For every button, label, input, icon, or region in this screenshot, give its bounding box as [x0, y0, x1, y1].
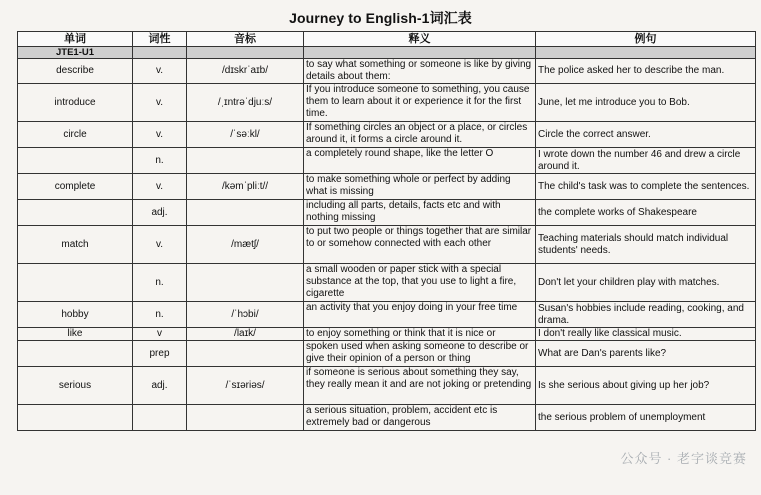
- header-word: 单词: [18, 32, 133, 47]
- pos-cell: n.: [133, 264, 187, 302]
- definition-cell: to say what something or someone is like by giving details about them:: [304, 59, 536, 84]
- unit-cell: [187, 47, 304, 59]
- definition-cell: if someone is serious about something they say, they really mean it and are not joking or pretending: [304, 367, 536, 405]
- table-row: [18, 341, 756, 367]
- example-cell: The police asked her to describe the man.: [536, 59, 756, 84]
- definition-cell: If you introduce someone to something, you cause them to learn about it or experience it for the first time.: [304, 84, 536, 122]
- table-row: [18, 367, 756, 405]
- pos-cell: n.: [133, 302, 187, 328]
- definition-cell: a completely round shape, like the letter O: [304, 148, 536, 174]
- page-title: Journey to English-1词汇表: [289, 10, 472, 26]
- word-cell: [18, 200, 133, 226]
- pos-cell: adj.: [133, 200, 187, 226]
- word-cell: hobby: [18, 302, 133, 328]
- header-phonetic: 音标: [187, 32, 304, 47]
- pos-cell: v.: [133, 84, 187, 122]
- phonetic-cell: /kəmˈpliːt//: [187, 174, 304, 200]
- pos-cell: v.: [133, 174, 187, 200]
- phonetic-cell: /laɪk/: [187, 328, 304, 341]
- example-cell: the complete works of Shakespeare: [536, 200, 756, 226]
- example-cell: Susan's hobbies include reading, cooking, and drama.: [536, 302, 756, 328]
- word-cell: match: [18, 226, 133, 264]
- example-cell: Circle the correct answer.: [536, 122, 756, 148]
- definition-cell: a serious situation, problem, accident etc is extremely bad or dangerous: [304, 405, 536, 431]
- example-cell: June, let me introduce you to Bob.: [536, 84, 756, 122]
- table-row: [18, 122, 756, 148]
- example-cell: Teaching materials should match individual students' needs.: [536, 226, 756, 264]
- word-cell: circle: [18, 122, 133, 148]
- phonetic-cell: /ˈsəːkl/: [187, 122, 304, 148]
- phonetic-cell: [187, 405, 304, 431]
- definition-cell: to enjoy something or think that it is nice or: [304, 328, 536, 341]
- definition-cell: spoken used when asking someone to describe or give their opinion of a person or thing: [304, 341, 536, 367]
- table-row: [18, 226, 756, 264]
- unit-cell: [133, 47, 187, 59]
- definition-cell: If something circles an object or a place, or circles around it, it forms a circle around it.: [304, 122, 536, 148]
- table-row: [18, 148, 756, 174]
- phonetic-cell: /mætʃ/: [187, 226, 304, 264]
- definition-cell: an activity that you enjoy doing in your free time: [304, 302, 536, 328]
- pos-cell: v.: [133, 59, 187, 84]
- header-definition: 释义: [304, 32, 536, 47]
- phonetic-cell: [187, 264, 304, 302]
- word-cell: introduce: [18, 84, 133, 122]
- vocabulary-table: [17, 31, 756, 431]
- word-cell: like: [18, 328, 133, 341]
- phonetic-cell: /ˌɪntrəˈdjuːs/: [187, 84, 304, 122]
- table-row: [18, 84, 756, 122]
- example-cell: Don't let your children play with matches.: [536, 264, 756, 302]
- header-row: [18, 32, 756, 47]
- word-cell: serious: [18, 367, 133, 405]
- word-cell: describe: [18, 59, 133, 84]
- phonetic-cell: [187, 341, 304, 367]
- definition-cell: a small wooden or paper stick with a special substance at the top, that you use to light a fire, cigarette: [304, 264, 536, 302]
- table-row: [18, 405, 756, 431]
- table-row: [18, 174, 756, 200]
- header-pos: 词性: [133, 32, 187, 47]
- phonetic-cell: /ˈsɪəriəs/: [187, 367, 304, 405]
- example-cell: I wrote down the number 46 and drew a circle around it.: [536, 148, 756, 174]
- table-row: [18, 302, 756, 328]
- word-cell: [18, 341, 133, 367]
- table-row: [18, 200, 756, 226]
- word-cell: [18, 405, 133, 431]
- example-cell: The child's task was to complete the sentences.: [536, 174, 756, 200]
- table-row: [18, 328, 756, 341]
- word-cell: [18, 148, 133, 174]
- table-row: [18, 264, 756, 302]
- unit-label: JTE1-U1: [18, 47, 133, 59]
- phonetic-cell: /ˈhɔbi/: [187, 302, 304, 328]
- example-cell: What are Dan's parents like?: [536, 341, 756, 367]
- unit-cell: [536, 47, 756, 59]
- unit-cell: [304, 47, 536, 59]
- pos-cell: prep: [133, 341, 187, 367]
- pos-cell: v.: [133, 226, 187, 264]
- definition-cell: to make something whole or perfect by adding what is missing: [304, 174, 536, 200]
- word-cell: complete: [18, 174, 133, 200]
- pos-cell: [133, 405, 187, 431]
- example-cell: Is she serious about giving up her job?: [536, 367, 756, 405]
- phonetic-cell: /dɪskrˈaɪb/: [187, 59, 304, 84]
- unit-row: [18, 47, 756, 59]
- pos-cell: v.: [133, 122, 187, 148]
- example-cell: the serious problem of unemployment: [536, 405, 756, 431]
- phonetic-cell: [187, 148, 304, 174]
- phonetic-cell: [187, 200, 304, 226]
- table-row: [18, 59, 756, 84]
- pos-cell: n.: [133, 148, 187, 174]
- definition-cell: including all parts, details, facts etc and with nothing missing: [304, 200, 536, 226]
- header-example: 例句: [536, 32, 756, 47]
- definition-cell: to put two people or things together that are similar to or somehow connected with each other: [304, 226, 536, 264]
- example-cell: I don't really like classical music.: [536, 328, 756, 341]
- watermark: 公众号 · 老字谈竞赛: [620, 451, 747, 466]
- pos-cell: v: [133, 328, 187, 341]
- word-cell: [18, 264, 133, 302]
- pos-cell: adj.: [133, 367, 187, 405]
